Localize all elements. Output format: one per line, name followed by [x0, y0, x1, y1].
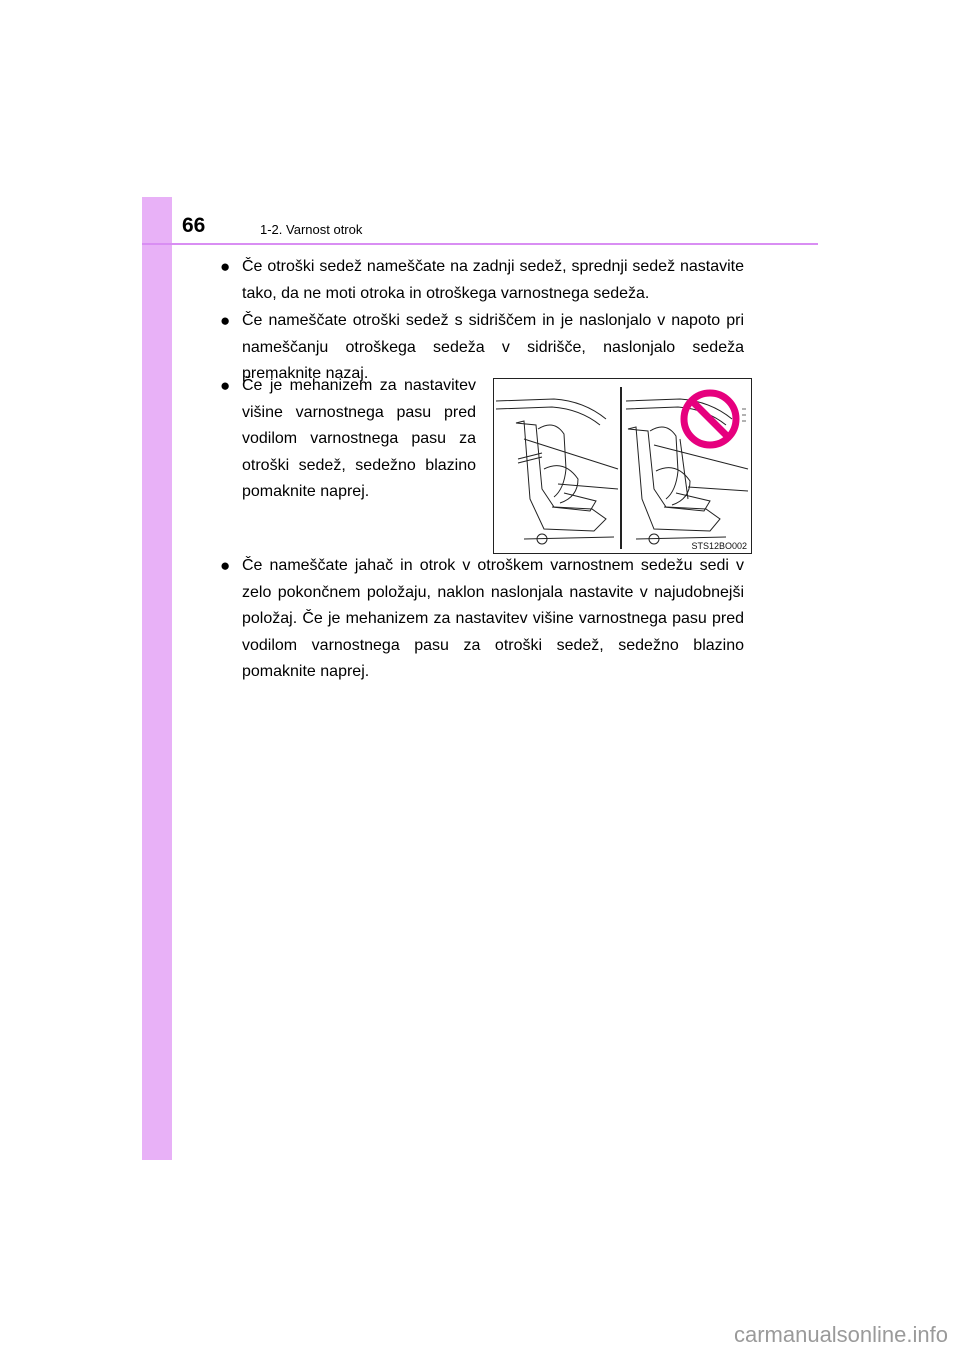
- bullet-text: Če otroški sedež nameščate na zadnji sedež, sprednji sedež nastavite tako, da ne moti otroka in otroškega varnostnega sedeža.: [242, 258, 744, 302]
- figure-code: STS12BO002: [691, 541, 747, 551]
- section-title: 1-2. Varnost otrok: [260, 222, 363, 237]
- bullet-icon: ●: [220, 257, 231, 276]
- bullet-icon: ●: [220, 376, 231, 395]
- bullet-text: Če nameščate jahač in otrok v otroškem varnostnem sedežu sedi v zelo pokončnem položaju, naklon naslonjala nastavite v najudobnejši položaj. Če je mehanizem za nastavitev višine varnostnega pasu pred vodilom varnostnega pasu za otroški sedež, sedežno blazino pomaknite naprej.: [242, 557, 744, 680]
- bullet-item: [220, 373, 476, 506]
- bullet-item: [220, 553, 744, 686]
- bullet-text: Če nameščate otroški sedež s sidriščem in je naslonjalo v napoto pri nameščanju otroškega sedeža v sidrišče, naslonjalo sedeža premaknite nazaj.: [242, 312, 744, 382]
- page-number: 66: [182, 214, 206, 237]
- bullet-text: Če je mehanizem za nastavitev višine varnostnega pasu pred vodilom varnostnega pasu za otroški sedež, sedežno blazino pomaknite naprej.: [242, 377, 476, 500]
- page-header: [142, 197, 818, 245]
- child-seat-illustration: [493, 378, 752, 554]
- watermark-logo: carmanualsonline.info: [733, 1322, 948, 1347]
- bullet-icon: ●: [220, 311, 231, 330]
- chapter-sidebar-tab: [142, 197, 172, 1160]
- illustration-drawing: [494, 379, 751, 553]
- bullet-icon: ●: [220, 556, 231, 575]
- header-divider: [142, 243, 818, 245]
- bullet-item: [220, 254, 744, 307]
